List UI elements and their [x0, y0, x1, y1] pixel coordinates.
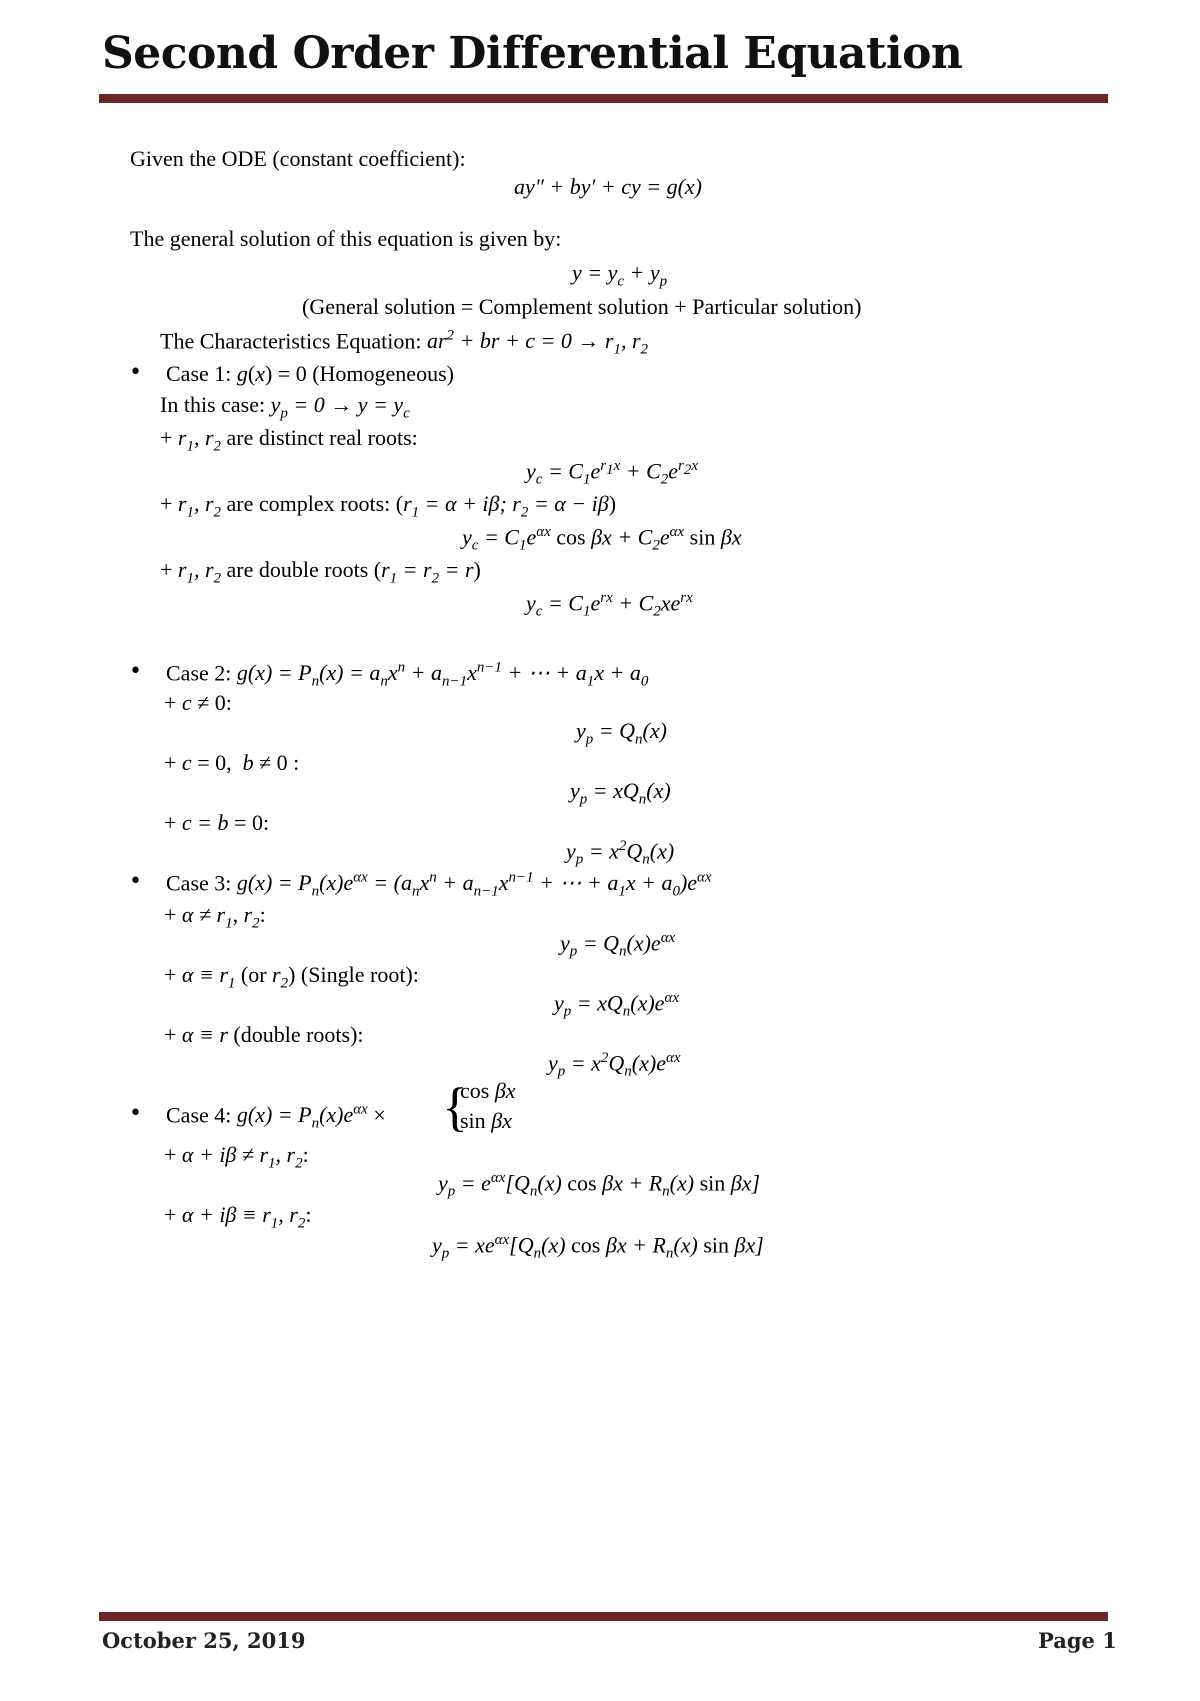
- case1-double-equation: $y_c = C_1e^{rx} + C_2xe^{rx}$: [526, 590, 693, 620]
- case4-cos: cos βx: [460, 1078, 516, 1103]
- footer-date: October 25, 2019: [102, 1628, 306, 1653]
- bullet-icon: •: [129, 1101, 142, 1126]
- case1-complex-equation: $y_c = C_1e^{\alpha x}$ $\cos \beta x + C_2e^{\alpha x}$ sin βx: [462, 524, 742, 554]
- case3-c1-equation: $y_p = Q_n(x)e^{\alpha x}$: [560, 930, 676, 960]
- bullet-icon: •: [129, 360, 142, 385]
- footer-page: Page 1: [1038, 1628, 1117, 1653]
- case4-c1-label: + $\alpha + i\beta \ne r_1$, $r_2$:: [164, 1142, 309, 1172]
- case1-in-case: In this case: $y_p = 0 \to y = y_c$: [160, 392, 410, 422]
- left-brace-icon: {: [442, 1077, 468, 1137]
- case4-c1-equation: $y_p = e^{\alpha x}[Q_n(x)$ $\cos \beta x + R_n(x)$ sin βx]: [438, 1170, 761, 1200]
- case1-distinct-equation: $y_c = C_1e^{r_1x} + C_2e^{r_2x}$: [526, 458, 699, 488]
- bullet-icon: •: [129, 659, 142, 684]
- case2-c1-label: + c ≠ 0:: [164, 690, 232, 715]
- header-rule: [99, 94, 1108, 103]
- case4-title: Case 4: $g(x) = P_n(x)e^{\alpha x}$ ×: [166, 1102, 386, 1132]
- characteristic-line: [160, 328, 648, 359]
- case2-c1-equation: $y_p = Q_n(x)$: [576, 718, 667, 748]
- footer-rule: [99, 1612, 1108, 1621]
- case2-c3-label: + c = b = 0:: [164, 810, 270, 835]
- general-text: The general solution of this equation is given by:: [130, 226, 562, 251]
- case3-c1-label: + $\alpha \ne r_1$, $r_2$:: [164, 902, 266, 932]
- case3-c2-equation: $y_p = xQ_n(x)e^{\alpha x}$: [554, 990, 679, 1020]
- case4-sin: sin βx: [460, 1108, 512, 1133]
- case2-c2-label: + c = 0, b ≠ 0 :: [164, 750, 300, 775]
- general-equation: $y = y_c + y_p$: [572, 260, 668, 290]
- case1-double-label: + $r_1$, $r_2$ are double roots $(r_1 = r_2 = r)$: [160, 557, 481, 587]
- case1-distinct-label: + $r_1$, $r_2$ are distinct real roots:: [160, 425, 418, 455]
- case2-c3-equation: $y_p = x^2Q_n(x)$: [566, 838, 675, 868]
- case3-title: Case 3: $g(x) = P_n(x)e^{\alpha x} = (a_nx^n + a_{n-1}x^{n-1}$ + ⋯ + $a_1x + a_0)e^{\alpha x}$: [166, 870, 712, 900]
- case4-c2-equation: $y_p = xe^{\alpha x}[Q_n(x)$ $\cos \beta x + R_n(x)$ sin βx]: [432, 1232, 764, 1262]
- given-text: Given the ODE (constant coefficient):: [130, 146, 466, 171]
- general-note: (General solution = Complement solution + Particular solution): [302, 294, 862, 319]
- case2-title: Case 2: $g(x) = P_n(x) = a_nx^n + a_{n-1}x^{n-1}$ + ⋯ + $a_1x + a_0$: [166, 660, 649, 690]
- case3-c2-label: + $\alpha \equiv r_1$ (or $r_2$) (Single root):: [164, 962, 419, 992]
- ode-equation: ay″ + by′ + cy = g(x): [514, 174, 702, 199]
- case2-c2-equation: $y_p = xQ_n(x)$: [570, 778, 671, 808]
- case3-c3-label: + α ≡ r (double roots):: [164, 1022, 364, 1047]
- case3-c3-equation: $y_p = x^2Q_n(x)e^{\alpha x}$: [548, 1050, 681, 1080]
- case1-complex-label: + $r_1$, $r_2$ are complex roots: ($r_1 = \alpha + i\beta$; $r_2 = \alpha - i\beta$): [160, 491, 617, 521]
- characteristic-label: The Characteristics Equation:: [160, 328, 427, 354]
- characteristic-equation: $ar^2$ + br + $c = 0 \to r_1$, $r_2$: [426, 328, 649, 358]
- case4-c2-label: + $\alpha + i\beta \equiv r_1$, $r_2$:: [164, 1202, 312, 1232]
- page-title: Second Order Differential Equation: [102, 28, 963, 79]
- case1-title: Case 1: g(x) = 0 (Homogeneous): [166, 361, 454, 386]
- bullet-icon: •: [129, 869, 142, 894]
